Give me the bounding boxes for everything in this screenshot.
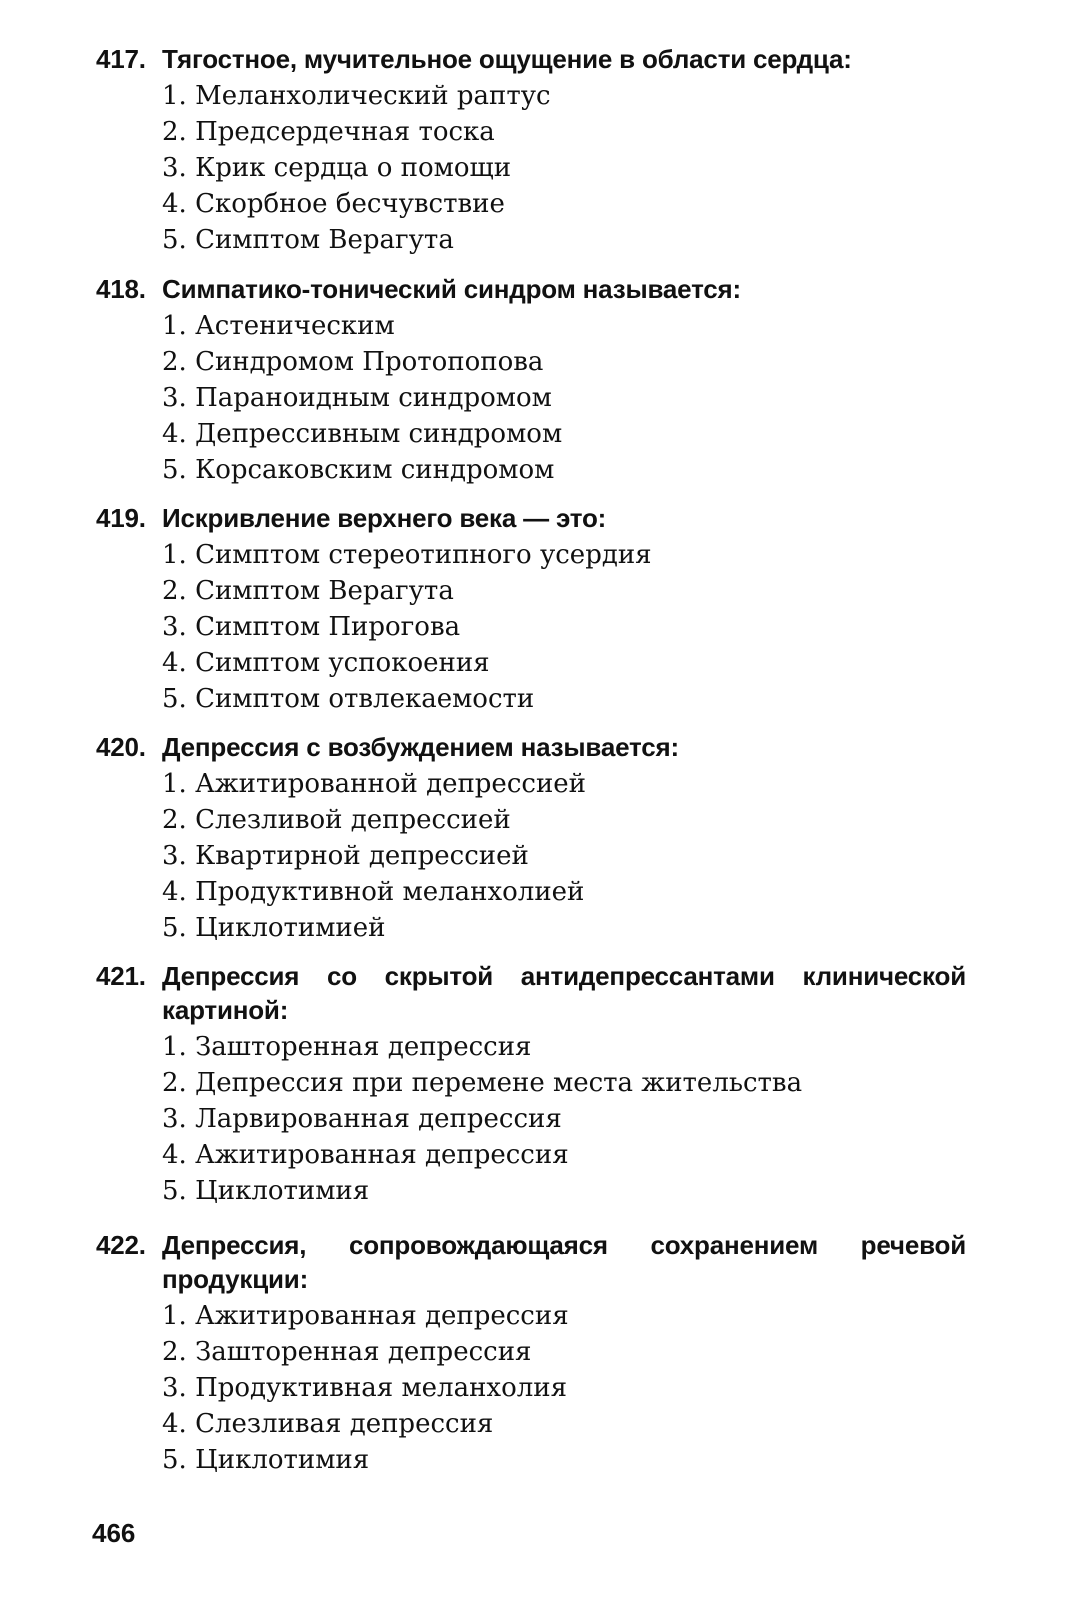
answer-options <box>96 308 966 488</box>
question-text: Депрессия с возбуждением называется: <box>162 732 679 762</box>
question-number: 418. <box>96 274 146 304</box>
question-419 <box>96 501 966 717</box>
question-418 <box>96 272 966 488</box>
answer-options <box>96 766 966 946</box>
answer-options <box>96 537 966 717</box>
answer-option: 5. Корсаковским синдромом <box>162 455 555 485</box>
answer-option: 5. Симптом отвлекаемости <box>162 684 535 714</box>
question-number: 421. <box>96 961 146 991</box>
answer-option: 2. Предсердечная тоска <box>162 117 495 147</box>
answer-option: 1. Ажитированной депрессией <box>162 769 586 799</box>
answer-option: 2. Симптом Верагута <box>162 576 454 606</box>
answer-options <box>96 1298 966 1478</box>
answer-option: 4. Ажитированная депрессия <box>162 1140 569 1170</box>
question-heading <box>96 959 966 1027</box>
question-number: 417. <box>96 44 146 74</box>
answer-option: 4. Продуктивной меланхолией <box>162 877 585 907</box>
question-422 <box>96 1228 966 1478</box>
question-text: Симпатико-тонический синдром называется: <box>162 274 741 304</box>
answer-option: 3. Ларвированная депрессия <box>162 1104 562 1134</box>
answer-option: 1. Ажитированная депрессия <box>162 1301 569 1331</box>
answer-option: 4. Депрессивным синдромом <box>162 419 563 449</box>
answer-option: 2. Синдромом Протопопова <box>162 347 544 377</box>
question-421 <box>96 959 966 1209</box>
question-417 <box>96 42 966 258</box>
answer-option: 3. Крик сердца о помощи <box>162 153 512 183</box>
question-text: Депрессия, сопровождающаяся сохранением речевой продукции: <box>162 1230 966 1294</box>
question-number: 422. <box>96 1230 146 1260</box>
answer-option: 1. Астеническим <box>162 311 395 341</box>
question-heading <box>96 730 966 764</box>
answer-option: 1. Зашторенная депрессия <box>162 1032 532 1062</box>
answer-option: 4. Скорбное бесчувствие <box>162 189 505 219</box>
answer-option: 2. Зашторенная депрессия <box>162 1337 532 1367</box>
question-number: 419. <box>96 503 146 533</box>
answer-options <box>96 78 966 258</box>
answer-option: 3. Симптом Пирогова <box>162 612 461 642</box>
answer-option: 1. Меланхолический раптус <box>162 81 551 111</box>
answer-option: 2. Слезливой депрессией <box>162 805 511 835</box>
answer-option: 4. Слезливая депрессия <box>162 1409 494 1439</box>
answer-option: 2. Депрессия при перемене места жительства <box>162 1068 803 1098</box>
answer-option: 3. Параноидным синдромом <box>162 383 552 413</box>
answer-option: 5. Симптом Верагута <box>162 225 454 255</box>
answer-option: 4. Симптом успокоения <box>162 648 490 678</box>
question-heading <box>96 501 966 535</box>
answer-option: 5. Циклотимия <box>162 1176 370 1206</box>
answer-option: 3. Продуктивная меланхолия <box>162 1373 567 1403</box>
question-number: 420. <box>96 732 146 762</box>
question-heading <box>96 42 966 76</box>
question-text: Тягостное, мучительное ощущение в области сердца: <box>162 44 852 74</box>
question-heading <box>96 272 966 306</box>
question-heading <box>96 1228 966 1296</box>
answer-option: 3. Квартирной депрессией <box>162 841 529 871</box>
answer-options <box>96 1029 966 1209</box>
page-number: 466 <box>92 1518 136 1548</box>
answer-option: 1. Симптом стереотипного усердия <box>162 540 652 570</box>
question-text: Депрессия со скрытой антидепрессантами клинической картиной: <box>162 961 966 1025</box>
question-420 <box>96 730 966 946</box>
question-text: Искривление верхнего века — это: <box>162 503 607 533</box>
answer-option: 5. Циклотимия <box>162 1445 370 1475</box>
answer-option: 5. Циклотимией <box>162 913 386 943</box>
